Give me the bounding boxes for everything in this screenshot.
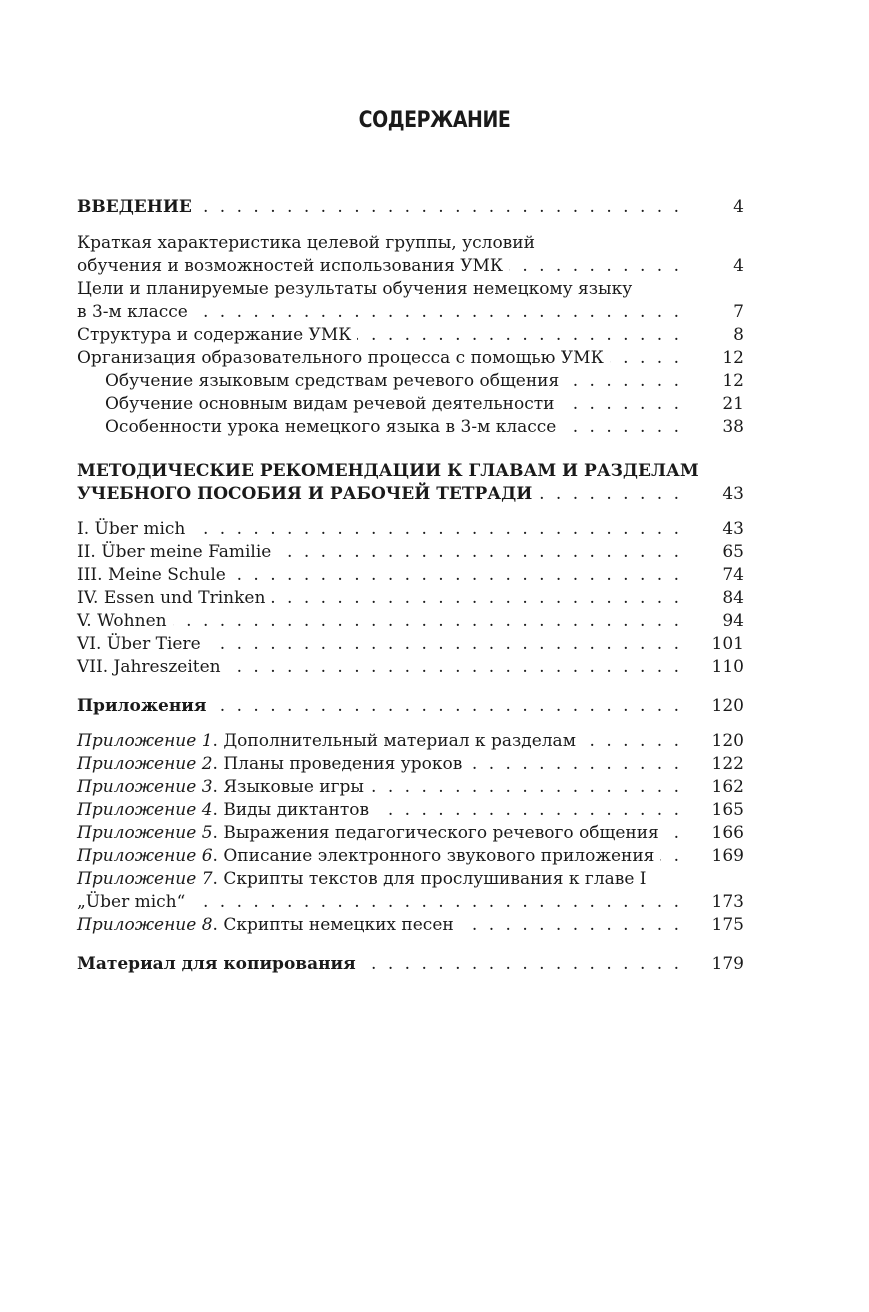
page-number: 74 [722, 565, 744, 585]
leader-dots [665, 822, 682, 845]
appendix-prefix: Приложение 8 [77, 915, 213, 935]
leader-dots [173, 610, 682, 633]
leader-dots [357, 324, 682, 347]
entry-label: в 3-м классе [77, 302, 188, 322]
appendix-prefix: Приложение 5 [77, 823, 213, 843]
toc-entry-chapter[interactable] [77, 564, 744, 587]
toc-subentry[interactable] [77, 416, 744, 439]
leader-dots [194, 301, 682, 324]
page-number: 7 [733, 302, 744, 322]
leader-dots [538, 483, 682, 506]
entry-label: Скрипты текстов для прослушивания к главе I [223, 869, 647, 889]
leader-dots [370, 776, 682, 799]
page-number: 43 [722, 519, 744, 539]
page-number: 175 [711, 915, 744, 935]
entry-label: „Über mich“ [77, 892, 186, 912]
page-number: 84 [722, 588, 744, 608]
page-title: СОДЕРЖАНИЕ [358, 108, 511, 133]
appendix-prefix: Приложение 4 [77, 800, 213, 820]
leader-dots [277, 541, 682, 564]
toc-entry-appendix-item[interactable]: Приложение 7. Скрипты текстов для прослушивания к главе I „Über mich“ . . . 173 [77, 868, 744, 914]
page-number: 12 [722, 371, 744, 391]
toc-entry-appendix-item[interactable]: Приложение 4. Виды диктантов . . . 165 [77, 799, 744, 822]
toc-entry-chapter[interactable] [77, 656, 744, 679]
toc-entry-appendix[interactable] [77, 695, 744, 718]
leader-dots [232, 564, 682, 587]
entry-label: Структура и содержание УМК [77, 325, 352, 345]
page-number: 43 [722, 484, 744, 504]
entry-label: Обучение языковым средствам речевого общения [105, 371, 560, 391]
appendix-prefix: Приложение 3 [77, 777, 213, 797]
entry-label: Планы проведения уроков [223, 754, 463, 774]
appendix-prefix: Приложение 7 [77, 869, 213, 889]
page-number: 166 [711, 823, 744, 843]
entry-label: УЧЕБНОГО ПОСОБИЯ И РАБОЧЕЙ ТЕТРАДИ [77, 484, 533, 504]
page-number: 12 [722, 348, 744, 368]
toc-entry-chapter[interactable] [77, 541, 744, 564]
page-number: 162 [711, 777, 744, 797]
page-number: 165 [711, 800, 744, 820]
toc-entry-chapter[interactable] [77, 518, 744, 541]
appendix-prefix: Приложение 1 [77, 731, 213, 751]
entry-label: V. Wohnen [77, 611, 167, 631]
entry-label: Материал для копирования [77, 954, 356, 974]
entry-label: ВВЕДЕНИЕ [77, 197, 192, 217]
page-number: 65 [722, 542, 744, 562]
entry-label: Краткая характеристика целевой группы, условий [77, 233, 535, 253]
toc-entry-chapter[interactable] [77, 633, 744, 656]
entry-label: Дополнительный материал к разделам [223, 731, 576, 751]
toc-entry-copy-material[interactable] [77, 953, 744, 976]
appendix-prefix: Приложение 6 [77, 846, 213, 866]
toc-entry[interactable] [77, 324, 744, 347]
leader-dots [460, 914, 682, 937]
toc-entry[interactable] [77, 347, 744, 370]
toc-entry-appendix-item[interactable]: Приложение 6. Описание электронного звукового приложения . . . 169 [77, 845, 744, 868]
toc-entry-appendix-item[interactable]: Приложение 3. Языковые игры . . . 162 [77, 776, 744, 799]
entry-label: Организация образовательного процесса с помощью УМК [77, 348, 604, 368]
entry-label: Цели и планируемые результаты обучения немецкому языку [77, 279, 633, 299]
toc-entry[interactable] [77, 232, 744, 278]
page-number: 4 [733, 197, 744, 217]
leader-dots [191, 891, 682, 914]
page-number: 120 [711, 731, 744, 751]
leader-dots [227, 656, 682, 679]
entry-label: I. Über mich [77, 519, 186, 539]
toc-subentry[interactable] [77, 393, 744, 416]
page-number: 21 [722, 394, 744, 414]
page-number: 179 [711, 954, 744, 974]
leader-dots [191, 518, 682, 541]
toc-entry-chapter[interactable] [77, 587, 744, 610]
page-number: 120 [711, 696, 744, 716]
appendix-prefix: Приложение 2 [77, 754, 213, 774]
page-number: 38 [722, 417, 744, 437]
entry-label: Обучение основным видам речевой деятельности [105, 394, 555, 414]
entry-label: Скрипты немецких песен [223, 915, 454, 935]
leader-dots [362, 953, 682, 976]
leader-dots [660, 845, 682, 868]
entry-label: Описание электронного звукового приложения [223, 846, 655, 866]
entry-label: III. Meine Schule [77, 565, 226, 585]
page-number: 8 [733, 325, 744, 345]
toc-subentry[interactable] [77, 370, 744, 393]
page-number: 101 [711, 634, 744, 654]
toc-entry-appendix-item[interactable]: Приложение 8. Скрипты немецких песен . . . 175 [77, 914, 744, 937]
leader-dots [212, 695, 682, 718]
leader-dots [561, 393, 683, 416]
leader-dots [468, 753, 682, 776]
leader-dots [207, 633, 682, 656]
entry-label: Языковые игры [223, 777, 364, 797]
leader-dots [582, 730, 682, 753]
leader-dots [375, 799, 682, 822]
leader-dots [565, 370, 682, 393]
entry-label: Приложения [77, 696, 207, 716]
entry-label: VII. Jahreszeiten [77, 657, 221, 677]
entry-label: II. Über meine Familie [77, 542, 272, 562]
entry-label: обучения и возможностей использования УМК [77, 256, 504, 276]
toc-entry-chapter[interactable] [77, 610, 744, 633]
leader-dots [562, 416, 682, 439]
entry-label: VI. Über Tiere [77, 634, 201, 654]
leader-dots [198, 196, 682, 219]
entry-label: Виды диктантов [223, 800, 370, 820]
entry-label: Особенности урока немецкого языка в 3-м классе [105, 417, 557, 437]
page-number: 122 [711, 754, 744, 774]
toc-entry-intro[interactable] [77, 196, 744, 219]
leader-dots [271, 587, 682, 610]
page-number: 110 [711, 657, 744, 677]
page-number: 173 [711, 892, 744, 912]
page-number: 4 [733, 256, 744, 276]
page-number: 94 [722, 611, 744, 631]
leader-dots [509, 255, 682, 278]
toc-entry-appendix-item[interactable]: Приложение 1. Дополнительный материал к разделам . . . 120 [77, 730, 744, 753]
entry-label: IV. Essen und Trinken [77, 588, 266, 608]
toc-entry-methods[interactable] [77, 460, 744, 506]
entry-label: Выражения педагогического речевого общения [223, 823, 659, 843]
toc-entry[interactable] [77, 278, 744, 324]
toc-entry-appendix-item[interactable]: Приложение 5. Выражения педагогического речевого общения . . . 166 [77, 822, 744, 845]
page-number: 169 [711, 846, 744, 866]
entry-label: МЕТОДИЧЕСКИЕ РЕКОМЕНДАЦИИ К ГЛАВАМ И РАЗДЕЛАМ [77, 461, 699, 481]
toc-entry-appendix-item[interactable]: Приложение 2. Планы проведения уроков . . . 122 [77, 753, 744, 776]
leader-dots [610, 347, 682, 370]
